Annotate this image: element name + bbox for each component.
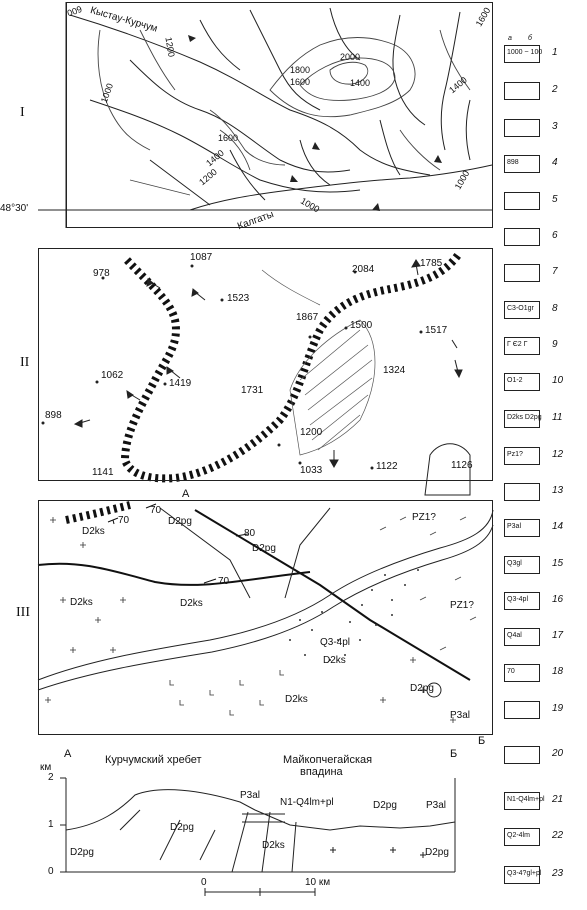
unit-label: D2pg <box>252 543 276 554</box>
contour-label: 1600 <box>290 77 311 87</box>
contour-label: 1000 <box>98 81 116 105</box>
section-unit: D2pg <box>373 800 397 811</box>
legend-swatch <box>504 483 540 501</box>
legend-swatch: P3al <box>504 519 540 537</box>
elevation-label: 1087 <box>190 252 213 263</box>
legend-swatch: Pz1? <box>504 447 540 465</box>
section-km-label: км <box>40 762 52 773</box>
contour-label: 600 <box>65 3 84 19</box>
elevation-label: 1324 <box>383 365 406 376</box>
legend-number: 13 <box>552 485 564 496</box>
legend-swatch: C3-O1gr <box>504 301 540 319</box>
contour-label: 2000 <box>340 52 361 62</box>
section-unit: D2ks <box>262 840 285 851</box>
unit-label: D2ks <box>180 598 203 609</box>
dip-label: 70 <box>118 515 130 526</box>
legend-swatch: Q3-4?gl+pl <box>504 866 540 884</box>
dip-label: 70 <box>218 576 230 587</box>
legend-swatch: Q3-4pl <box>504 592 540 610</box>
legend-number: 17 <box>552 630 564 641</box>
legend-swatch: 898 <box>504 155 540 173</box>
legend-swatch <box>504 82 540 100</box>
section-y-tick: 0 <box>48 866 54 877</box>
unit-label: D2ks <box>82 526 105 537</box>
elevation-label: 1867 <box>296 312 319 323</box>
legend-swatch: O1-2 <box>504 373 540 391</box>
legend-swatch: N1-Q4lm+pl <box>504 792 540 810</box>
legend-number: 21 <box>552 794 564 805</box>
contour-label: 1200 <box>163 36 177 58</box>
section-unit: P3al <box>240 790 261 801</box>
legend-number: 10 <box>552 375 564 386</box>
legend-number: 12 <box>552 449 564 460</box>
map-panel-geology <box>38 500 493 735</box>
map-panel-morphology <box>38 248 493 481</box>
elevation-label: 1062 <box>101 370 124 381</box>
legend-number: 7 <box>552 266 558 277</box>
unit-label: D2ks <box>70 597 93 608</box>
river-label-kystau-kurchum: Кыстау-Курчум <box>88 5 159 35</box>
river-label-kalgaty: Калгаты <box>236 209 276 233</box>
section-y-tick: 1 <box>48 819 54 830</box>
section-end-label: Б <box>450 748 458 760</box>
elevation-label: 1785 <box>420 258 443 269</box>
unit-label: D2ks <box>323 655 346 666</box>
elevation-label: 1033 <box>300 465 323 476</box>
section-line-end: Б <box>478 735 486 747</box>
legend-number: 20 <box>552 748 564 759</box>
section-title-left: Курчумский хребет <box>105 754 202 766</box>
legend-swatch: Q4al <box>504 628 540 646</box>
legend-number: 18 <box>552 666 564 677</box>
latitude-label: 48°30' <box>0 203 29 214</box>
unit-label: D2ks <box>285 694 308 705</box>
legend-swatch <box>504 746 540 764</box>
legend-a: а <box>508 35 512 42</box>
elevation-label: 1419 <box>169 378 192 389</box>
section-unit: D2pg <box>170 822 194 833</box>
contour-label: 1400 <box>447 74 469 96</box>
contour-label: 1600 <box>218 133 239 143</box>
contour-label: 1800 <box>290 65 311 75</box>
legend-number: 22 <box>552 830 564 841</box>
section-line-start: А <box>182 488 190 500</box>
contour-label: 1000 <box>452 168 472 192</box>
legend-swatch <box>504 228 540 246</box>
section-y-tick: 2 <box>48 772 54 783</box>
contour-label: 1600 <box>473 5 493 29</box>
elevation-label: 2084 <box>352 264 375 275</box>
elevation-label: 1523 <box>227 293 250 304</box>
unit-label: D2pg <box>168 516 192 527</box>
legend-swatch: Q3gl <box>504 556 540 574</box>
legend-number: 11 <box>552 412 563 423</box>
section-unit: N1-Q4lm+pl <box>280 797 334 808</box>
contour-label: 1400 <box>204 147 226 169</box>
section-unit: D2pg <box>425 847 449 858</box>
panel-label-II: II <box>20 355 30 370</box>
elevation-label: 1126 <box>451 460 473 471</box>
legend-number: 9 <box>552 339 558 350</box>
section-title-right-1: Майкопчегайская <box>283 754 373 766</box>
unit-label: Q3-4pl <box>320 637 351 648</box>
dip-label: 70 <box>150 505 162 516</box>
legend-swatch: D2ks D2pg <box>504 410 540 428</box>
legend-number: 8 <box>552 303 558 314</box>
panel-label-III: III <box>16 605 30 620</box>
legend-swatch: Q2-4lm <box>504 828 540 846</box>
legend-swatch <box>504 119 540 137</box>
contour-label: 1200 <box>197 166 219 188</box>
scale-ten-km: 10 км <box>305 877 331 888</box>
section-title-right-2: впадина <box>300 766 343 778</box>
legend-number: 16 <box>552 594 564 605</box>
legend-swatch <box>504 264 540 282</box>
section-unit: D2pg <box>70 847 94 858</box>
elevation-label: 1200 <box>300 427 323 438</box>
legend-number: 23 <box>552 868 564 879</box>
section-start-label: А <box>64 748 72 760</box>
legend-number: 14 <box>552 521 564 532</box>
legend-swatch <box>504 701 540 719</box>
legend-number: 3 <box>552 121 558 132</box>
contour-label: 1400 <box>350 78 371 88</box>
legend-number: 15 <box>552 558 564 569</box>
dip-label: 80 <box>244 528 256 539</box>
elevation-label: 1517 <box>425 325 448 336</box>
legend-swatch: 1000 ~ 100 <box>504 45 540 63</box>
unit-label: PZ1? <box>412 512 436 523</box>
elevation-label: 1122 <box>376 461 398 472</box>
legend-number: 19 <box>552 703 564 714</box>
legend-number: 6 <box>552 230 558 241</box>
unit-label: PZ1? <box>450 600 474 611</box>
scale-zero: 0 <box>201 877 207 888</box>
elevation-label: 978 <box>93 268 110 279</box>
legend-b: б <box>528 35 532 42</box>
contour-label: 1000 <box>298 195 322 215</box>
elevation-label: 1141 <box>92 467 114 478</box>
unit-label: P3al <box>450 710 471 721</box>
legend-number: 4 <box>552 157 558 168</box>
legend-swatch: Г Є2 Г <box>504 337 540 355</box>
section-unit: P3al <box>426 800 447 811</box>
legend-number: 2 <box>552 84 558 95</box>
unit-label: D2pg <box>410 683 434 694</box>
elevation-label: 898 <box>45 410 62 421</box>
panel-label-I: I <box>20 105 25 120</box>
legend-swatch <box>504 192 540 210</box>
elevation-label: 1500 <box>350 320 373 331</box>
legend-swatch: 70 <box>504 664 540 682</box>
legend-number: 1 <box>552 47 558 58</box>
legend-number: 5 <box>552 194 558 205</box>
elevation-label: 1731 <box>241 385 264 396</box>
